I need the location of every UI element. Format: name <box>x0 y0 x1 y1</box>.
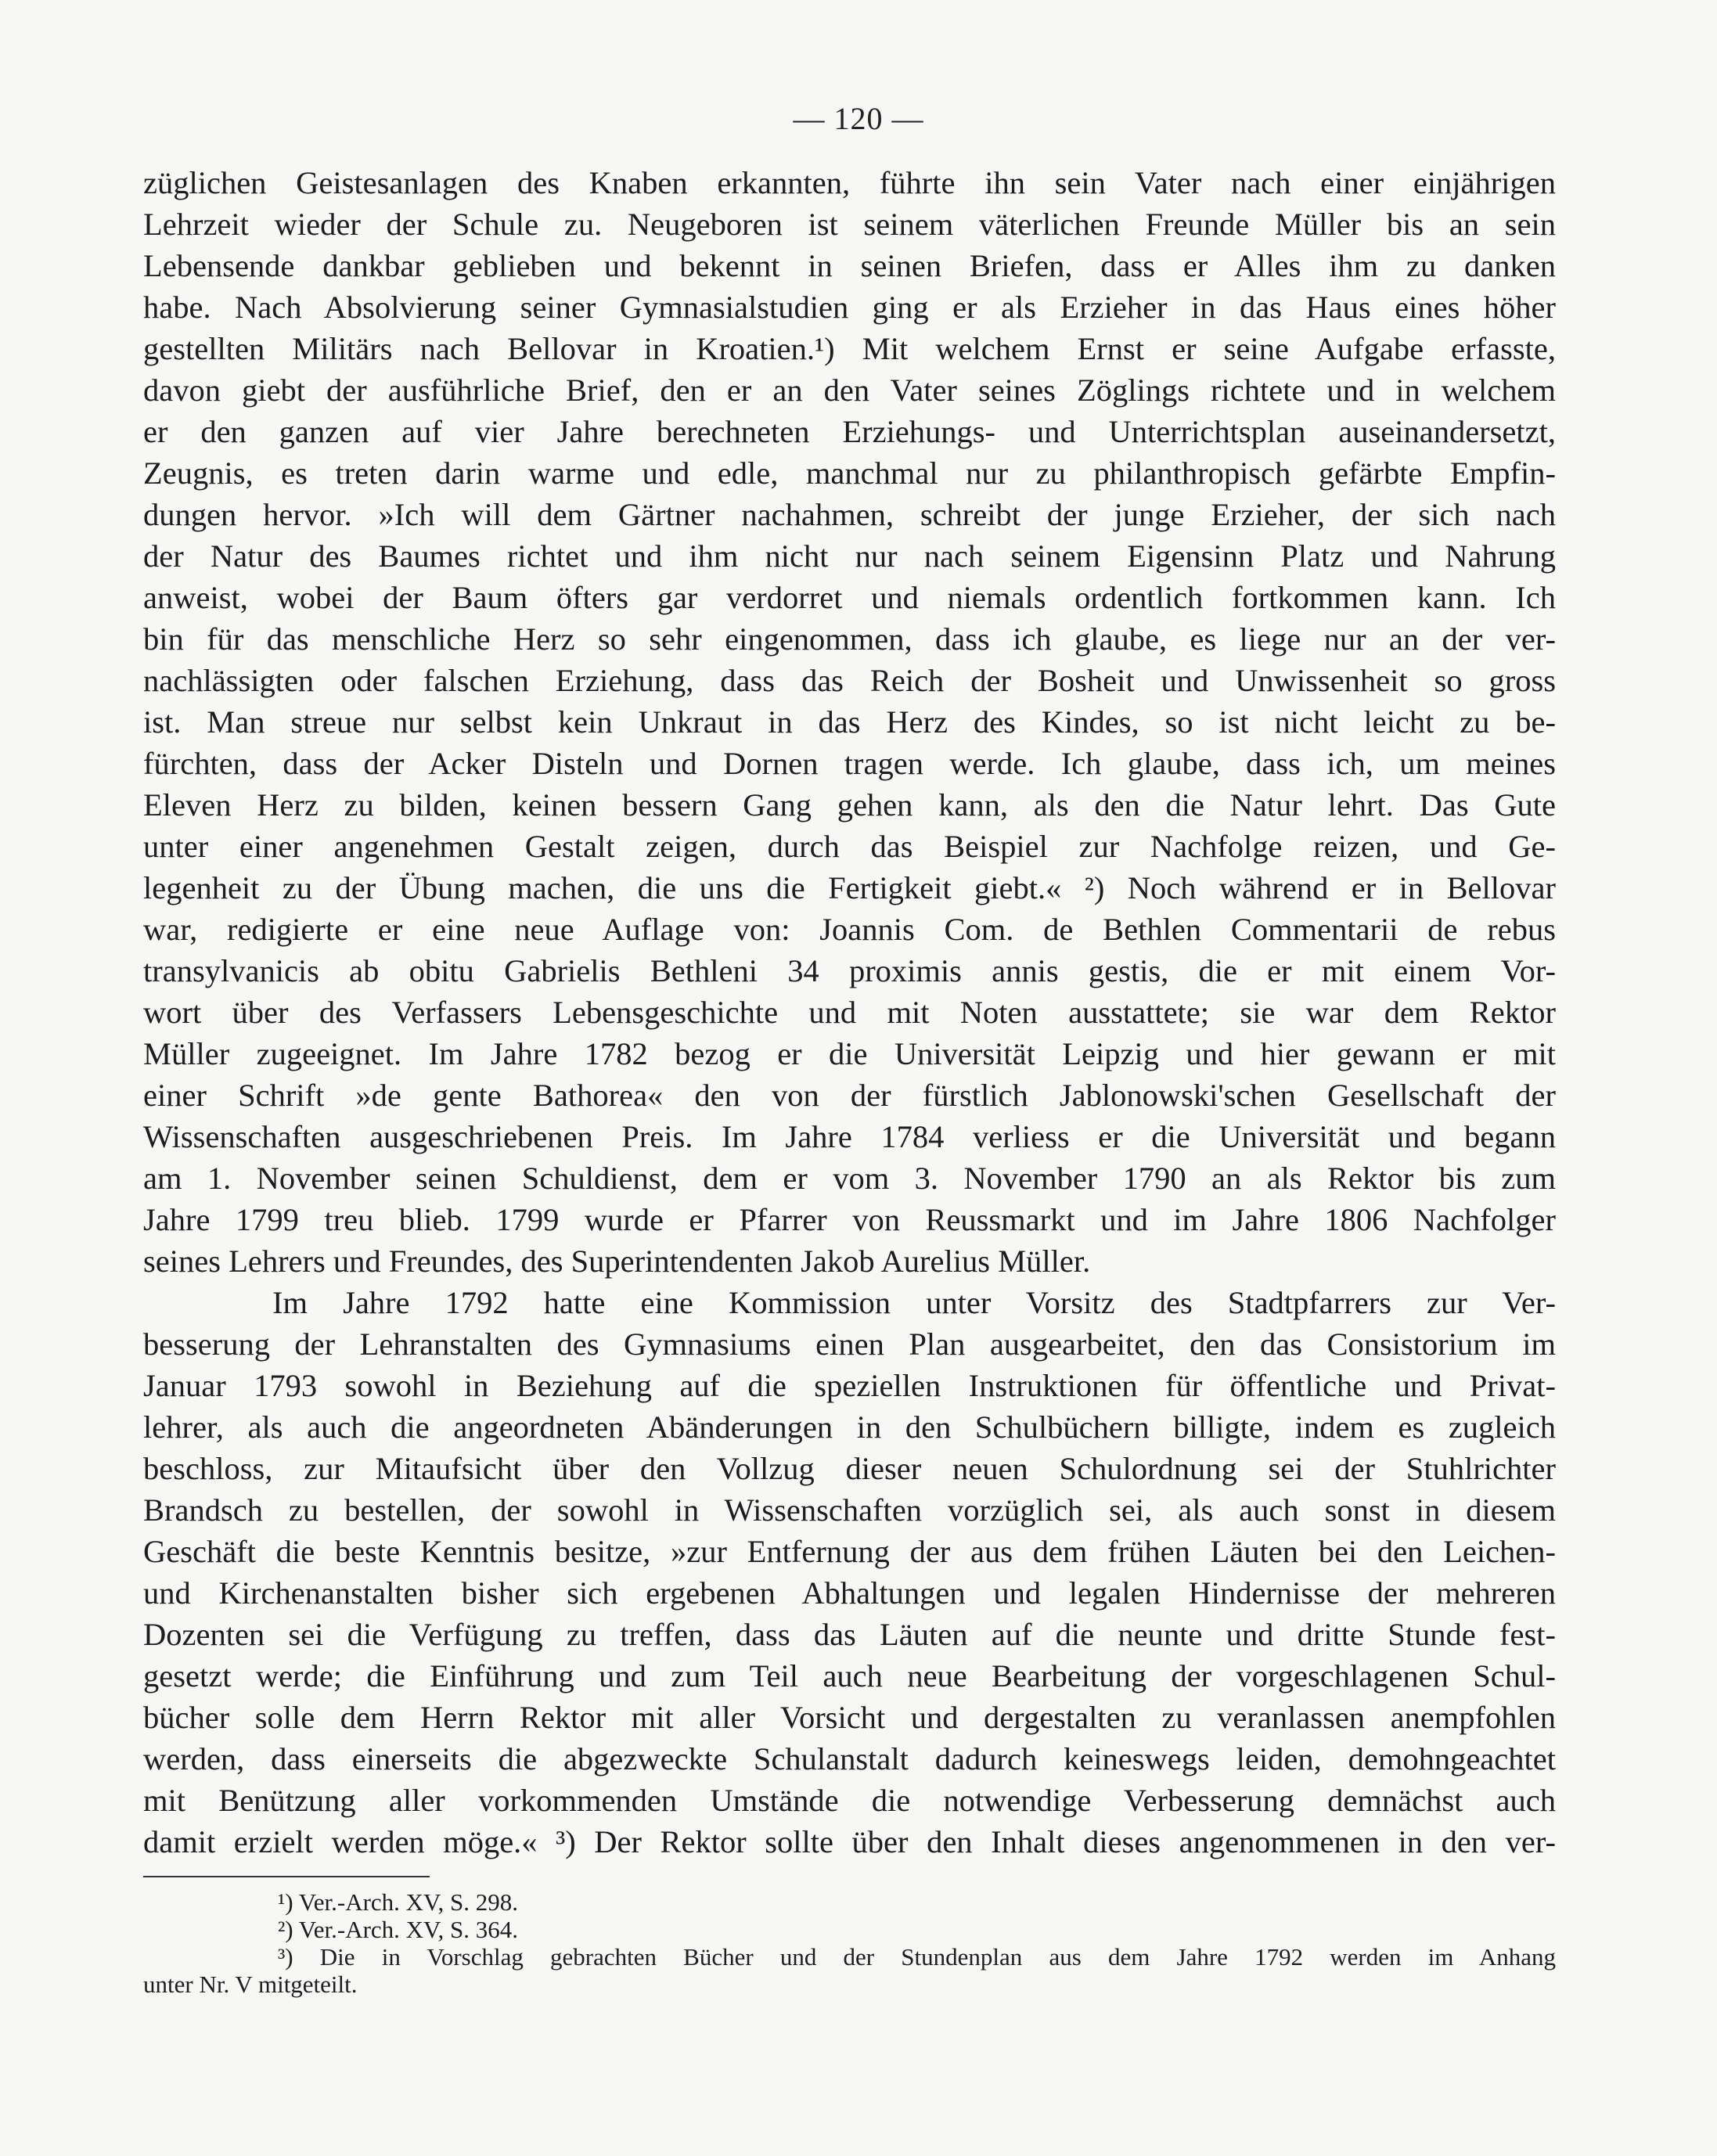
text-line: war, redigierte er eine neue Auflage von: Joannis Com. de Bethlen Commentarii de rebus <box>143 912 1556 947</box>
text-line: unter einer angenehmen Gestalt zeigen, durch das Beispiel zur Nachfolge reizen, und Ge- <box>143 829 1556 864</box>
text-line: transylvanicis ab obitu Gabrielis Bethleni 34 proximis annis gestis, die er mit einem Vor- <box>143 953 1556 988</box>
footnote-3: ³) Die in Vorschlag gebrachten Bücher und der Stundenplan aus dem Jahre 1792 werden im Anhang <box>278 1943 1556 1971</box>
text-line: legenheit zu der Übung machen, die uns die Fertigkeit giebt.« ²) Noch während er in Bellovar <box>143 870 1556 905</box>
text-line: züglichen Geistesanlagen des Knaben erkannten, führte ihn sein Vater nach einer einjährigen <box>143 165 1556 200</box>
text-line: bin für das menschliche Herz so sehr eingenommen, dass ich glaube, es liege nur an der ver- <box>143 621 1556 657</box>
text-line: beschloss, zur Mitaufsicht über den Vollzug dieser neuen Schulordnung sei der Stuhlrichter <box>143 1451 1556 1486</box>
text-line: der Natur des Baumes richtet und ihm nicht nur nach seinem Eigensinn Platz und Nahrung <box>143 538 1556 574</box>
footnote-3-continuation: unter Nr. V mitgeteilt. <box>143 1971 358 1998</box>
text-line: fürchten, dass der Acker Disteln und Dornen tragen werde. Ich glaube, dass ich, um meines <box>143 746 1556 781</box>
footnotes <box>143 1888 1556 1998</box>
text-line: Lebensende dankbar geblieben und bekennt in seinen Briefen, dass er Alles ihm zu danken <box>143 248 1556 283</box>
paragraph-start-line: Im Jahre 1792 hatte eine Kommission unter Vorsitz des Stadtpfarrers zur Ver- <box>272 1285 1556 1320</box>
text-line: wort über des Verfassers Lebensgeschichte und mit Noten ausstattete; sie war dem Rektor <box>143 995 1556 1030</box>
text-line: werden, dass einerseits die abgezweckte Schulanstalt dadurch keineswegs leiden, demohngeachtet <box>143 1741 1556 1776</box>
text-line: er den ganzen auf vier Jahre berechneten Erziehungs- und Unterrichtsplan auseinandersetzt, <box>143 414 1556 449</box>
text-line: Eleven Herz zu bilden, keinen bessern Gang gehen kann, als den die Natur lehrt. Das Gute <box>143 787 1556 822</box>
footnote-2: ²) Ver.-Arch. XV, S. 364. <box>278 1916 518 1943</box>
text-line: davon giebt der ausführliche Brief, den er an den Vater seines Zöglings richtete und in welchem <box>143 373 1556 408</box>
text-line: Januar 1793 sowohl in Beziehung auf die speziellen Instruktionen für öffentliche und Privat- <box>143 1368 1556 1403</box>
text-line: Zeugnis, es treten darin warme und edle, manchmal nur zu philanthropisch gefärbte Empfin- <box>143 455 1556 491</box>
footnote-divider <box>143 1876 430 1877</box>
text-line: und Kirchenanstalten bisher sich ergebenen Abhaltungen und legalen Hindernisse der mehreren <box>143 1575 1556 1611</box>
text-line: Brandsch zu bestellen, der sowohl in Wissenschaften vorzüglich sei, als auch sonst in diesem <box>143 1492 1556 1528</box>
text-line: gestellten Militärs nach Bellovar in Kroatien.¹) Mit welchem Ernst er seine Aufgabe erfasste, <box>143 331 1556 366</box>
text-line: habe. Nach Absolvierung seiner Gymnasialstudien ging er als Erzieher in das Haus eines höher <box>143 290 1556 325</box>
text-line: Geschäft die beste Kenntnis besitze, »zur Entfernung der aus dem frühen Läuten bei den Leichen- <box>143 1534 1556 1569</box>
text-line: Dozenten sei die Verfügung zu treffen, dass das Läuten auf die neunte und dritte Stunde fest- <box>143 1617 1556 1652</box>
text-line: einer Schrift »de gente Bathorea« den von der fürstlich Jablonowski'schen Gesellschaft der <box>143 1078 1556 1113</box>
text-line: ist. Man streue nur selbst kein Unkraut in das Herz des Kindes, so ist nicht leicht zu be- <box>143 704 1556 740</box>
text-line: gesetzt werde; die Einführung und zum Teil auch neue Bearbeitung der vorgeschlagenen Schul- <box>143 1658 1556 1693</box>
text-line: mit Benützung aller vorkommenden Umstände die notwendige Verbesserung demnächst auch <box>143 1783 1556 1818</box>
text-line: besserung der Lehranstalten des Gymnasiums einen Plan ausgearbeitet, den das Consistorium im <box>143 1326 1556 1362</box>
footnote-1: ¹) Ver.-Arch. XV, S. 298. <box>278 1888 518 1916</box>
text-line: Müller zugeeignet. Im Jahre 1782 bezog er die Universität Leipzig und hier gewann er mit <box>143 1036 1556 1071</box>
text-line: lehrer, als auch die angeordneten Abänderungen in den Schulbüchern billigte, indem es zugleich <box>143 1409 1556 1445</box>
text-line: Jahre 1799 treu blieb. 1799 wurde er Pfarrer von Reussmarkt und im Jahre 1806 Nachfolger <box>143 1202 1556 1237</box>
page-number: — 120 — <box>793 101 924 136</box>
text-line: anweist, wobei der Baum öfters gar verdorret und niemals ordentlich fortkommen kann. Ich <box>143 580 1556 615</box>
body-text <box>143 162 1556 1863</box>
text-line: Lehrzeit wieder der Schule zu. Neugeboren ist seinem väterlichen Freunde Müller bis an sein <box>143 207 1556 242</box>
text-line: damit erzielt werden möge.« ³) Der Rektor sollte über den Inhalt dieses angenommenen in den ver- <box>143 1824 1556 1859</box>
text-line: Wissenschaften ausgeschriebenen Preis. Im Jahre 1784 verliess er die Universität und begann <box>143 1119 1556 1154</box>
text-line: nachlässigten oder falschen Erziehung, dass das Reich der Bosheit und Unwissenheit so gross <box>143 663 1556 698</box>
text-line: bücher solle dem Herrn Rektor mit aller Vorsicht und dergestalten zu veranlassen anempfohlen <box>143 1700 1556 1735</box>
text-line: am 1. November seinen Schuldienst, dem er vom 3. November 1790 an als Rektor bis zum <box>143 1161 1556 1196</box>
text-line: dungen hervor. »Ich will dem Gärtner nachahmen, schreibt der junge Erzieher, der sich nach <box>143 497 1556 532</box>
text-line: seines Lehrers und Freundes, des Superintendenten Jakob Aurelius Müller. <box>143 1244 1091 1279</box>
